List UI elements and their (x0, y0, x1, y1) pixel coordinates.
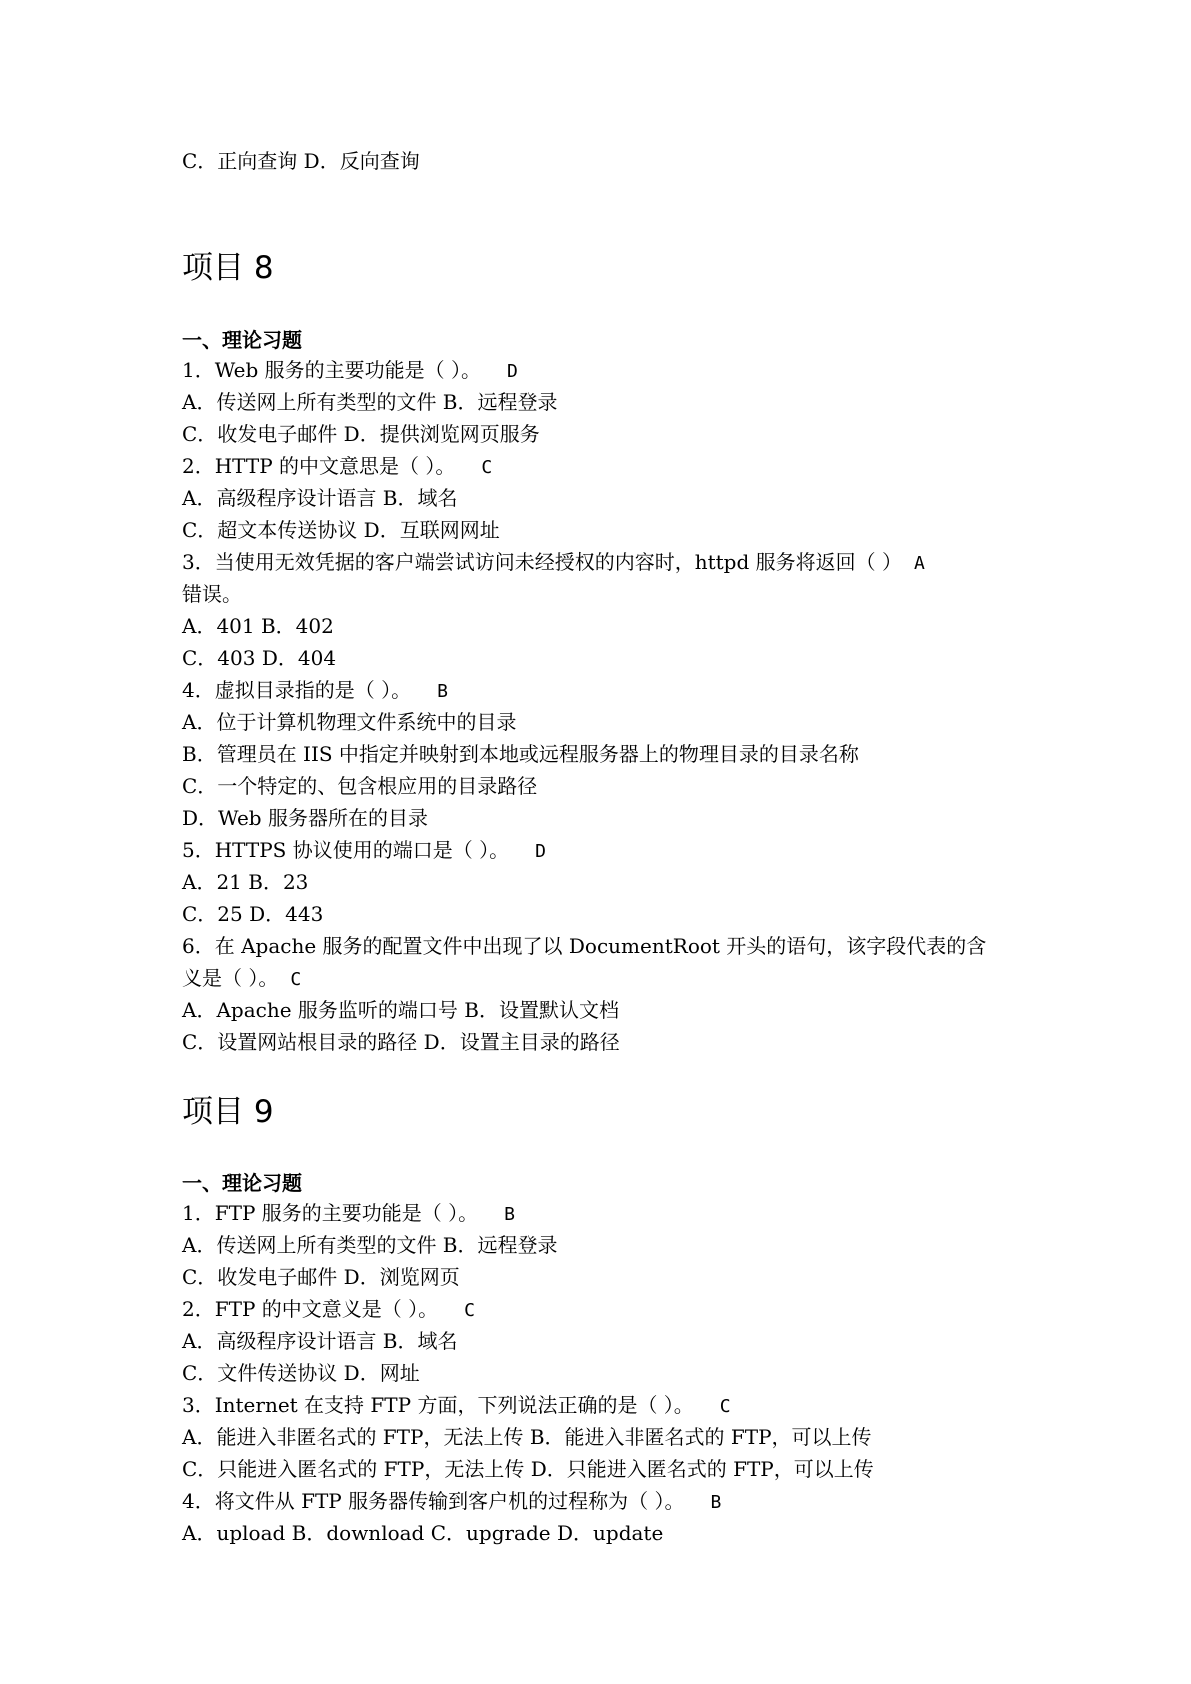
option-text: A．高级程序设计语言 B．域名 (182, 1329, 458, 1353)
s8-line-19 (182, 931, 986, 961)
s8-line-1 (182, 355, 518, 387)
answer-key: B (710, 1492, 722, 1513)
s9-line-8 (182, 1422, 872, 1452)
option-text: A．Apache 服务监听的端口号 B．设置默认文档 (182, 998, 619, 1022)
question-text: 3．当使用无效凭据的客户端尝试访问未经授权的内容时，httpd 服务将返回（ ） (182, 550, 902, 574)
s8-line-20 (182, 963, 301, 995)
section-8-subtitle: 一、理论习题 (182, 328, 302, 352)
s8-line-22 (182, 1027, 620, 1057)
answer-key: B (504, 1204, 515, 1225)
answer-key: D (507, 361, 518, 382)
lead-line (182, 146, 420, 176)
s8-line-8 (182, 579, 242, 609)
s8-line-5 (182, 483, 458, 513)
s8-line-3 (182, 419, 540, 449)
s8-line-11 (182, 675, 448, 707)
option-text: C．一个特定的、包含根应用的目录路径 (182, 774, 538, 798)
answer-key: C (464, 1300, 475, 1321)
s8-line-18 (182, 899, 323, 929)
option-text: A．传送网上所有类型的文件 B．远程登录 (182, 390, 558, 414)
s8-line-21 (182, 995, 619, 1025)
section-9-subtitle: 一、理论习题 (182, 1171, 302, 1195)
option-text: D．Web 服务器所在的目录 (182, 806, 428, 830)
question-text: 2．HTTP 的中文意思是（ ）。 (182, 454, 456, 478)
s9-line-3 (182, 1262, 460, 1292)
question-text: 错误。 (182, 582, 242, 606)
option-text: B．管理员在 IIS 中指定并映射到本地或远程服务器上的物理目录的目录名称 (182, 742, 859, 766)
s9-line-11 (182, 1518, 663, 1548)
s8-line-17 (182, 867, 308, 897)
option-text: C．403 D．404 (182, 646, 337, 670)
s8-line-10 (182, 643, 336, 673)
section-8-title: 项目 8 (182, 250, 274, 286)
s9-line-10 (182, 1486, 721, 1518)
s8-line-2 (182, 387, 558, 417)
question-text: 2．FTP 的中文意义是（ ）。 (182, 1297, 439, 1321)
option-text: C．只能进入匿名式的 FTP，无法上传 D．只能进入匿名式的 FTP，可以上传 (182, 1457, 874, 1481)
option-text: A．upload B．download C．upgrade D．update (182, 1521, 664, 1545)
option-text: A．传送网上所有类型的文件 B．远程登录 (182, 1233, 558, 1257)
s9-line-9 (182, 1454, 874, 1484)
option-text: A．21 B．23 (182, 870, 309, 894)
answer-key: C (719, 1396, 731, 1417)
answer-key: C (481, 457, 493, 478)
option-text: A．401 B．402 (182, 614, 334, 638)
section-9-title: 项目 9 (182, 1094, 274, 1130)
s8-line-13 (182, 739, 859, 769)
question-text: 4．虚拟目录指的是（ ）。 (182, 678, 412, 702)
option-text: A．高级程序设计语言 B．域名 (182, 486, 458, 510)
s8-line-12 (182, 707, 516, 737)
s8-line-9 (182, 611, 334, 641)
s8-line-4 (182, 451, 492, 483)
option-text: C．文件传送协议 D．网址 (182, 1361, 420, 1385)
option-text: C．25 D．443 (182, 902, 324, 926)
question-text: 1．FTP 服务的主要功能是（ ）。 (182, 1201, 479, 1225)
s9-line-1 (182, 1198, 515, 1230)
s9-line-6 (182, 1358, 420, 1388)
question-text: 1．Web 服务的主要功能是（ ）。 (182, 358, 482, 382)
option-text: C．超文本传送协议 D．互联网网址 (182, 518, 500, 542)
question-text: 5．HTTPS 协议使用的端口是（ ）。 (182, 838, 510, 862)
s8-line-7 (182, 547, 925, 579)
s8-line-15 (182, 803, 428, 833)
s8-line-14 (182, 771, 537, 801)
option-text: C．收发电子邮件 D．浏览网页 (182, 1265, 460, 1289)
question-text: 义是（ ）。 (182, 966, 279, 990)
question-text: 4．将文件从 FTP 服务器传输到客户机的过程称为（ ）。 (182, 1489, 685, 1513)
s8-line-6 (182, 515, 500, 545)
option-text: C．设置网站根目录的路径 D．设置主目录的路径 (182, 1030, 620, 1054)
answer-key: D (535, 841, 546, 862)
question-text: 3．Internet 在支持 FTP 方面，下列说法正确的是（ ）。 (182, 1393, 694, 1417)
option-text: A．能进入非匿名式的 FTP，无法上传 B．能进入非匿名式的 FTP，可以上传 (182, 1425, 872, 1449)
option-text: A．位于计算机物理文件系统中的目录 (182, 710, 517, 734)
s8-line-16 (182, 835, 546, 867)
answer-key: A (914, 553, 925, 574)
s9-line-2 (182, 1230, 558, 1260)
s9-line-7 (182, 1390, 731, 1422)
answer-key: B (437, 681, 448, 702)
question-text: 6．在 Apache 服务的配置文件中出现了以 DocumentRoot 开头的语句，该字段代表的含 (182, 934, 987, 958)
option-text: C．收发电子邮件 D．提供浏览网页服务 (182, 422, 540, 446)
s9-line-5 (182, 1326, 458, 1356)
lead-line-text: C．正向查询 D．反向查询 (182, 149, 420, 173)
s9-line-4 (182, 1294, 475, 1326)
answer-key: C (290, 969, 302, 990)
